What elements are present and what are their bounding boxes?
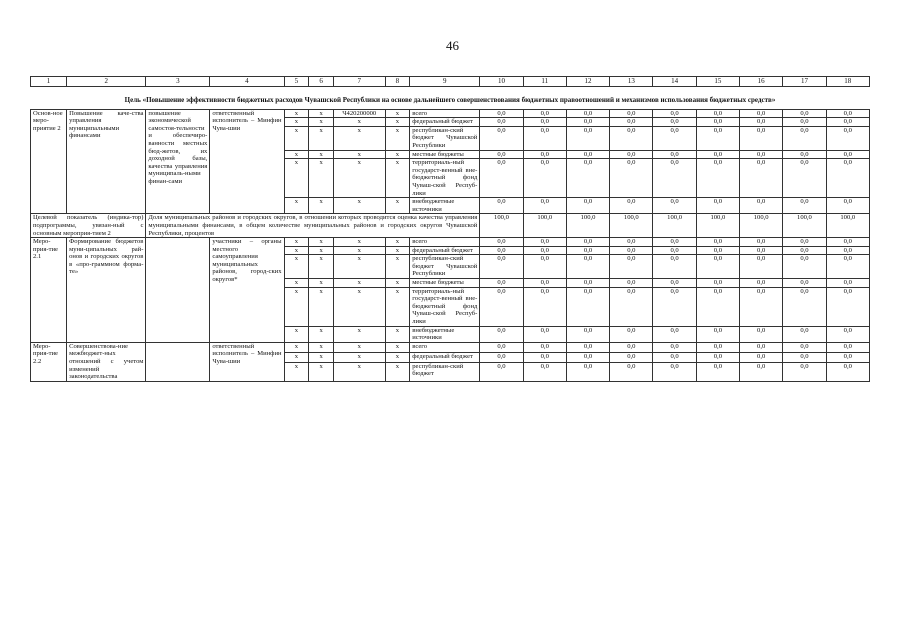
column-number: 12: [566, 77, 609, 87]
indicator-value: 100,0: [740, 214, 783, 238]
budget-table: [30, 76, 870, 382]
year-value: 0,0: [783, 255, 826, 279]
indicator-value: 100,0: [566, 214, 609, 238]
code-expense-group: x: [385, 255, 410, 279]
year-value: 0,0: [696, 287, 739, 326]
year-value: 0,0: [566, 326, 609, 342]
year-value: 0,0: [696, 109, 739, 118]
code-grbs: x: [284, 109, 309, 118]
year-value: 0,0: [610, 246, 653, 255]
year-value: 0,0: [610, 342, 653, 352]
year-value: 0,0: [696, 246, 739, 255]
funding-source: республикан-ский бюджет Чувашской Республики: [410, 126, 480, 150]
code-section: x: [309, 279, 334, 288]
year-value: 0,0: [523, 362, 566, 381]
year-value: 0,0: [610, 118, 653, 127]
event-name: Повышение каче-ства управления муниципальными финансами: [67, 109, 146, 214]
year-value: 0,0: [610, 287, 653, 326]
code-expense-group: x: [385, 109, 410, 118]
code-section: x: [309, 255, 334, 279]
year-value: 0,0: [696, 255, 739, 279]
event-name: Совершенствова-ние межбюджет-ных отношений с учетом изменений законодательства: [67, 342, 146, 381]
code-expense-group: x: [385, 342, 410, 352]
indicator-value: 100,0: [480, 214, 523, 238]
column-number: 6: [309, 77, 334, 87]
column-number: 15: [696, 77, 739, 87]
year-value: 0,0: [696, 362, 739, 381]
indicator-text: Доля муниципальных районов и городских округов, в отношении которых проводится оценка качества управления муниципальными финансами, в общем количестве муниципальных районов и городских округов Чувашской Республики, процентов: [146, 214, 480, 238]
code-grbs: x: [284, 326, 309, 342]
code-expense-group: x: [385, 126, 410, 150]
year-value: 0,0: [783, 118, 826, 127]
year-value: 0,0: [566, 238, 609, 247]
year-value: 0,0: [826, 246, 869, 255]
year-value: 0,0: [696, 279, 739, 288]
year-value: 0,0: [696, 150, 739, 159]
year-value: 0,0: [783, 159, 826, 198]
code-grbs: x: [284, 255, 309, 279]
code-grbs: x: [284, 342, 309, 352]
year-value: 0,0: [566, 109, 609, 118]
table-row: [31, 342, 870, 352]
code-section: x: [309, 287, 334, 326]
code-grbs: x: [284, 287, 309, 326]
column-number: 1: [31, 77, 67, 87]
code-expense-group: x: [385, 246, 410, 255]
year-value: 0,0: [740, 198, 783, 214]
year-value: 0,0: [740, 118, 783, 127]
year-value: 0,0: [826, 326, 869, 342]
funding-source: территориаль-ный государст-венный вне-бюджетный фонд Чуваш-ской Респуб-лики: [410, 287, 480, 326]
year-value: 0,0: [523, 287, 566, 326]
code-target-article: x: [333, 342, 385, 352]
funding-source: всего: [410, 342, 480, 352]
year-value: 0,0: [566, 118, 609, 127]
code-grbs: x: [284, 279, 309, 288]
code-section: x: [309, 118, 334, 127]
indicator-value: 100,0: [610, 214, 653, 238]
page-number: 46: [446, 38, 459, 53]
year-value: 0,0: [523, 255, 566, 279]
year-value: 0,0: [480, 352, 523, 362]
code-grbs: x: [284, 159, 309, 198]
column-number: 2: [67, 77, 146, 87]
year-value: 0,0: [740, 352, 783, 362]
code-expense-group: x: [385, 287, 410, 326]
code-expense-group: x: [385, 198, 410, 214]
code-grbs: x: [284, 118, 309, 127]
code-target-article: x: [333, 198, 385, 214]
year-value: 0,0: [740, 255, 783, 279]
year-value: 0,0: [480, 150, 523, 159]
code-expense-group: x: [385, 326, 410, 342]
year-value: 0,0: [480, 159, 523, 198]
funding-source: республикан-ский бюджет: [410, 362, 480, 381]
year-value: 0,0: [566, 352, 609, 362]
year-value: 0,0: [610, 255, 653, 279]
code-target-article: x: [333, 326, 385, 342]
year-value: 0,0: [653, 238, 696, 247]
code-target-article: x: [333, 287, 385, 326]
code-expense-group: x: [385, 159, 410, 198]
funding-source: местные бюджеты: [410, 279, 480, 288]
year-value: 0,0: [480, 255, 523, 279]
code-target-article: Ч420200000: [333, 109, 385, 118]
indicator-value: 100,0: [653, 214, 696, 238]
column-number: 14: [653, 77, 696, 87]
column-number: 7: [333, 77, 385, 87]
year-value: 0,0: [653, 342, 696, 352]
year-value: 0,0: [566, 342, 609, 352]
year-value: 0,0: [523, 109, 566, 118]
year-value: 0,0: [826, 118, 869, 127]
year-value: 0,0: [566, 279, 609, 288]
indicator-label: Целевой показатель (индика-тор) подпрограммы, увязан-ный с основным мероприя-тием 2: [31, 214, 146, 238]
indicator-value: 100,0: [783, 214, 826, 238]
year-value: 0,0: [783, 287, 826, 326]
year-value: 0,0: [480, 362, 523, 381]
year-value: 0,0: [783, 326, 826, 342]
code-expense-group: x: [385, 279, 410, 288]
event-executor: участники – органы местного самоуправления муниципальных районов, город-ских округов*: [210, 238, 284, 343]
year-value: 0,0: [653, 198, 696, 214]
year-value: 0,0: [740, 326, 783, 342]
year-value: 0,0: [566, 126, 609, 150]
year-value: 0,0: [610, 238, 653, 247]
year-value: 0,0: [523, 279, 566, 288]
code-grbs: x: [284, 238, 309, 247]
year-value: 0,0: [523, 352, 566, 362]
year-value: 0,0: [653, 255, 696, 279]
year-value: 0,0: [783, 109, 826, 118]
year-value: 0,0: [480, 287, 523, 326]
year-value: 0,0: [826, 126, 869, 150]
column-number: 4: [210, 77, 284, 87]
code-target-article: x: [333, 279, 385, 288]
column-number: 9: [410, 77, 480, 87]
funding-source: всего: [410, 109, 480, 118]
code-section: x: [309, 342, 334, 352]
code-expense-group: x: [385, 362, 410, 381]
year-value: 0,0: [566, 255, 609, 279]
funding-source: территориаль-ный государст-венный вне-бюджетный фонд Чуваш-ской Респуб-лики: [410, 159, 480, 198]
column-number: 10: [480, 77, 523, 87]
year-value: 0,0: [610, 109, 653, 118]
year-value: 0,0: [740, 150, 783, 159]
year-value: 0,0: [653, 362, 696, 381]
year-value: 0,0: [610, 352, 653, 362]
year-value: 0,0: [566, 362, 609, 381]
year-value: 0,0: [696, 159, 739, 198]
code-grbs: x: [284, 150, 309, 159]
year-value: 0,0: [480, 126, 523, 150]
year-value: 0,0: [610, 362, 653, 381]
year-value: 0,0: [653, 279, 696, 288]
code-section: x: [309, 246, 334, 255]
code-grbs: x: [284, 246, 309, 255]
funding-source: республикан-ский бюджет Чувашской Республики: [410, 255, 480, 279]
year-value: 0,0: [480, 198, 523, 214]
code-grbs: x: [284, 352, 309, 362]
year-value: 0,0: [783, 238, 826, 247]
year-value: 0,0: [826, 159, 869, 198]
year-value: 0,0: [523, 326, 566, 342]
column-number: 16: [740, 77, 783, 87]
indicator-value: 100,0: [523, 214, 566, 238]
year-value: 0,0: [610, 126, 653, 150]
year-value: 0,0: [826, 279, 869, 288]
table-row: [31, 109, 870, 118]
event-goal: повышение экономической самостоя-тельности и обеспечиро-ванности местных бюд-жетов, их доходной базы, качества управления муниципаль-ными финан-сами: [146, 109, 210, 214]
year-value: 0,0: [566, 159, 609, 198]
year-value: 0,0: [740, 279, 783, 288]
year-value: 0,0: [783, 342, 826, 352]
year-value: 0,0: [523, 246, 566, 255]
column-number-row: [31, 77, 870, 87]
code-target-article: x: [333, 126, 385, 150]
year-value: 0,0: [653, 118, 696, 127]
year-value: 0,0: [610, 326, 653, 342]
column-number: 3: [146, 77, 210, 87]
year-value: 0,0: [653, 246, 696, 255]
year-value: 0,0: [826, 255, 869, 279]
year-value: 0,0: [653, 109, 696, 118]
event-code: Основ-ное меро-приятие 2: [31, 109, 67, 214]
year-value: 0,0: [740, 126, 783, 150]
year-value: 0,0: [480, 109, 523, 118]
year-value: 0,0: [783, 279, 826, 288]
year-value: 0,0: [696, 342, 739, 352]
year-value: 0,0: [783, 246, 826, 255]
year-value: 0,0: [523, 342, 566, 352]
year-value: 0,0: [523, 118, 566, 127]
year-value: 0,0: [696, 326, 739, 342]
year-value: 0,0: [610, 150, 653, 159]
code-target-article: x: [333, 362, 385, 381]
funding-source: федеральный бюджет: [410, 246, 480, 255]
code-target-article: x: [333, 255, 385, 279]
year-value: 0,0: [523, 159, 566, 198]
year-value: 0,0: [566, 198, 609, 214]
year-value: 0,0: [826, 109, 869, 118]
year-value: 0,0: [566, 287, 609, 326]
year-value: 0,0: [610, 279, 653, 288]
indicator-value: 100,0: [826, 214, 869, 238]
code-section: x: [309, 326, 334, 342]
year-value: 0,0: [610, 198, 653, 214]
year-value: 0,0: [566, 246, 609, 255]
code-target-article: x: [333, 352, 385, 362]
year-value: 0,0: [826, 342, 869, 352]
code-section: x: [309, 238, 334, 247]
year-value: 0,0: [783, 352, 826, 362]
event-code: Меро-прия-тие 2.2: [31, 342, 67, 381]
year-value: 0,0: [523, 150, 566, 159]
table-row: [31, 238, 870, 247]
indicator-value: 100,0: [696, 214, 739, 238]
year-value: 0,0: [740, 238, 783, 247]
year-value: 0,0: [740, 362, 783, 381]
year-value: 0,0: [653, 159, 696, 198]
code-target-article: x: [333, 238, 385, 247]
year-value: 0,0: [740, 246, 783, 255]
funding-source: местные бюджеты: [410, 150, 480, 159]
year-value: 0,0: [653, 326, 696, 342]
year-value: 0,0: [740, 287, 783, 326]
event-executor: ответственный исполнитель – Минфин Чува-шии: [210, 342, 284, 381]
code-section: x: [309, 150, 334, 159]
event-goal: [146, 238, 210, 343]
code-section: x: [309, 126, 334, 150]
year-value: 0,0: [653, 150, 696, 159]
column-number: 18: [826, 77, 869, 87]
year-value: 0,0: [653, 126, 696, 150]
column-number: 17: [783, 77, 826, 87]
year-value: 0,0: [783, 362, 826, 381]
code-expense-group: x: [385, 352, 410, 362]
year-value: 0,0: [566, 150, 609, 159]
table-body: [31, 77, 870, 382]
year-value: 0,0: [696, 126, 739, 150]
year-value: 0,0: [523, 126, 566, 150]
year-value: 0,0: [480, 279, 523, 288]
year-value: 0,0: [696, 198, 739, 214]
year-value: 0,0: [826, 352, 869, 362]
code-expense-group: x: [385, 150, 410, 159]
year-value: 0,0: [826, 198, 869, 214]
year-value: 0,0: [826, 238, 869, 247]
year-value: 0,0: [480, 246, 523, 255]
year-value: 0,0: [480, 118, 523, 127]
code-section: x: [309, 109, 334, 118]
year-value: 0,0: [740, 342, 783, 352]
code-section: x: [309, 159, 334, 198]
year-value: 0,0: [783, 126, 826, 150]
budget-table-wrapper: [30, 76, 870, 382]
event-executor: ответственный исполнитель – Минфин Чува-шии: [210, 109, 284, 214]
column-number: 13: [610, 77, 653, 87]
year-value: 0,0: [696, 118, 739, 127]
code-grbs: x: [284, 198, 309, 214]
year-value: 0,0: [480, 326, 523, 342]
year-value: 0,0: [783, 198, 826, 214]
year-value: 0,0: [696, 238, 739, 247]
funding-source: внебюджетные источники: [410, 326, 480, 342]
funding-source: федеральный бюджет: [410, 352, 480, 362]
goal-row: [31, 87, 870, 110]
code-target-article: x: [333, 246, 385, 255]
year-value: 0,0: [826, 287, 869, 326]
code-expense-group: x: [385, 238, 410, 247]
event-goal: [146, 342, 210, 381]
year-value: 0,0: [523, 198, 566, 214]
code-section: x: [309, 362, 334, 381]
goal-text: Цель «Повышение эффективности бюджетных расходов Чувашской Республики на основе дальнейшего совершенствования бюджетных правоотношений и механизмов использования бюджетных средств»: [31, 87, 870, 110]
code-expense-group: x: [385, 118, 410, 127]
code-target-article: x: [333, 150, 385, 159]
year-value: 0,0: [653, 352, 696, 362]
year-value: 0,0: [740, 159, 783, 198]
code-section: x: [309, 198, 334, 214]
year-value: 0,0: [783, 150, 826, 159]
year-value: 0,0: [740, 109, 783, 118]
year-value: 0,0: [480, 342, 523, 352]
column-number: 11: [523, 77, 566, 87]
column-number: 8: [385, 77, 410, 87]
code-target-article: x: [333, 159, 385, 198]
column-number: 5: [284, 77, 309, 87]
year-value: 0,0: [826, 362, 869, 381]
year-value: 0,0: [610, 159, 653, 198]
code-section: x: [309, 352, 334, 362]
funding-source: федеральный бюджет: [410, 118, 480, 127]
event-code: Меро-прия-тие 2.1: [31, 238, 67, 343]
year-value: 0,0: [826, 150, 869, 159]
indicator-row: [31, 214, 870, 238]
year-value: 0,0: [653, 287, 696, 326]
funding-source: всего: [410, 238, 480, 247]
code-grbs: x: [284, 126, 309, 150]
code-grbs: x: [284, 362, 309, 381]
year-value: 0,0: [480, 238, 523, 247]
code-target-article: x: [333, 118, 385, 127]
event-name: Формирование бюджетов муни-ципальных рай-онов и городских округов в «про-граммном форма-те»: [67, 238, 146, 343]
funding-source: внебюджетные источники: [410, 198, 480, 214]
year-value: 0,0: [523, 238, 566, 247]
year-value: 0,0: [696, 352, 739, 362]
